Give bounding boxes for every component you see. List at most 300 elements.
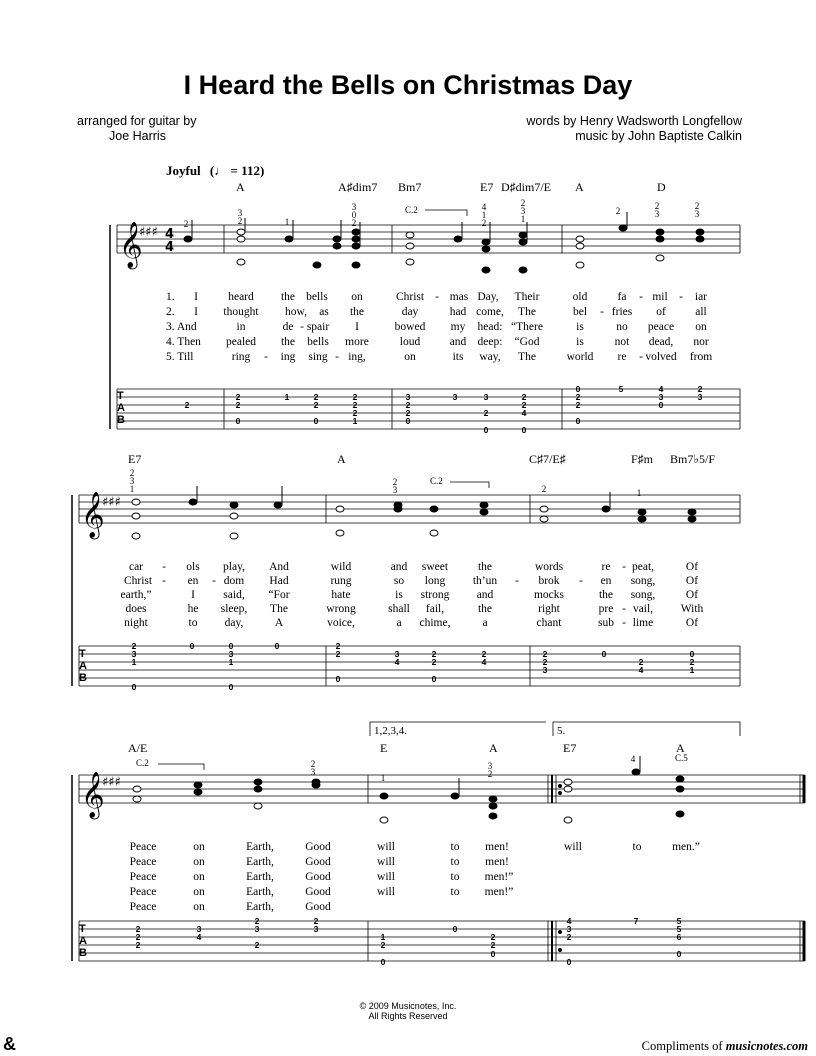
svg-text:1: 1 [284,217,290,227]
lyric-syllable: - [335,351,339,363]
svg-text:1: 1 [284,392,290,402]
svg-text:0: 0 [313,416,319,426]
lyric-syllable: dom [223,575,245,587]
lyric-syllable: I [191,589,195,601]
svg-text:0: 0 [131,682,137,692]
lyric-syllable: mas [449,291,469,303]
svg-text:0: 0 [189,641,195,651]
svg-text:3: 3 [131,649,137,659]
tempo-open-paren: ( [209,163,215,178]
lyric-syllable: Earth, [246,901,274,913]
svg-text:3: 3 [654,209,660,219]
svg-text:4: 4 [521,408,527,418]
svg-text:0: 0 [228,641,234,651]
copyright-line1: © 2009 Musicnotes, Inc. [359,1001,457,1011]
svg-text:0: 0 [483,425,489,435]
lyric-syllable: so [393,575,405,587]
lyric-syllable: play, [223,561,245,573]
svg-text:2: 2 [129,468,135,478]
lyric-syllable: bowed [394,321,426,333]
lyric-syllable: to [450,886,460,898]
lyric-syllable: on [193,901,205,913]
svg-text:2: 2 [638,657,644,667]
svg-text:2: 2 [490,940,496,950]
svg-text:0: 0 [405,416,411,426]
lyric-syllable: pealed [225,336,257,348]
lyric-syllable: bells [307,336,329,348]
lyric-syllable: - [515,575,519,587]
svg-text:0: 0 [575,384,581,394]
tempo-bpm: = 112) [230,163,265,178]
svg-text:2: 2 [135,924,141,934]
lyric-syllable: “There [511,321,543,333]
lyric-syllable: I [194,306,198,318]
lyric-syllable: - [639,351,643,363]
lyric-syllable: Had [269,575,289,587]
svg-text:3: 3 [310,767,316,777]
svg-text:3: 3 [129,476,135,486]
lyric-syllable: men!” [484,871,514,883]
svg-text:3: 3 [351,202,357,212]
svg-text:2: 2 [313,400,319,410]
note-head [184,236,192,242]
svg-text:2: 2 [335,649,341,659]
svg-text:0: 0 [658,400,664,410]
svg-text:4: 4 [481,202,487,212]
lyric-syllable: ing, [348,351,366,363]
lyric-syllable: is [395,589,403,601]
lyric-syllable: to [632,841,642,853]
svg-text:2: 2 [615,206,621,216]
lyric-syllable: on [193,841,205,853]
svg-text:3: 3 [694,209,700,219]
lyric-syllable: sleep, [220,603,248,615]
lyric-syllable: deep: [477,336,503,348]
musicnotes-logo-icon: & [3,1034,16,1054]
svg-text:5: 5 [676,916,682,926]
barre-label: C.5 [675,753,688,763]
lyric-syllable: A [274,617,284,629]
svg-text:2: 2 [351,218,357,228]
lyric-syllable: Good [305,871,331,883]
lyric-syllable: to [450,871,460,883]
volta-first-ending: 1,2,3,4. [374,725,407,737]
lyric-syllable: I [355,321,359,333]
svg-text:1: 1 [689,665,695,675]
lyric-syllable: dead, [648,336,674,348]
lyric-syllable: wild [330,561,352,573]
svg-text:0: 0 [228,682,234,692]
svg-text:0: 0 [566,957,572,967]
svg-text:0: 0 [676,949,682,959]
notes-system-2 [129,484,696,539]
lyric-syllable: my [450,321,466,333]
lyric-syllable: come, [476,306,504,318]
lyric-syllable: peace [647,321,675,333]
svg-text:1: 1 [636,488,642,498]
lyric-syllable: lime [632,617,654,629]
lyric-syllable: earth,” [120,589,152,601]
lyric-syllable: mil [652,291,668,303]
copyright-notice [0,1001,816,1021]
svg-text:2: 2 [310,759,316,769]
chord-symbol: E7 [563,741,577,755]
lyric-syllable: Of [685,589,699,601]
copyright-line2: All Rights Reserved [368,1011,448,1021]
chord-symbol: C♯7/E♯ [529,452,566,466]
svg-text:2: 2 [490,932,496,942]
lyric-syllable: on [404,351,416,363]
quarter-note-icon: ♩ [214,163,228,178]
lyric-syllable: on [193,856,205,868]
lyric-syllable: Good [305,856,331,868]
words-credit: words by Henry Wadsworth Longfellow [526,114,742,128]
lyric-syllable: Christ [395,291,425,303]
svg-text:2: 2 [380,940,386,950]
lyric-syllable: chant [536,617,562,629]
svg-text:2: 2 [405,400,411,410]
lyric-syllable: - [622,617,626,629]
lyric-syllable: Earth, [246,871,274,883]
lyric-syllable: - [622,603,626,615]
lyric-syllable: said, [223,589,245,601]
lyric-syllable: Peace [129,901,157,913]
svg-text:3: 3 [520,206,526,216]
lyric-syllable: bells [306,291,328,303]
chord-symbol: E7 [480,180,494,194]
svg-text:4: 4 [630,754,636,764]
svg-text:0: 0 [235,416,241,426]
lyric-syllable: “For [268,589,290,601]
lyric-syllable: night [124,617,148,629]
fingering-numbers [130,198,700,783]
lyric-syllable: - [579,575,583,587]
svg-text:4: 4 [394,657,400,667]
lyric-syllable: men! [485,841,509,853]
lyric-syllable: not [614,336,630,348]
key-signature-sharps: ♯♯♯ [139,225,158,240]
lyric-syllable: 5. Till [166,351,194,363]
chord-symbol: D♯dim7/E [501,180,551,194]
lyric-syllable: fail, [425,603,445,615]
lyric-syllable: Of [685,617,699,629]
svg-text:3: 3 [452,392,458,402]
svg-text:2: 2 [575,392,581,402]
site-link[interactable]: musicnotes.com [725,1039,808,1053]
lyric-syllable: voice, [327,617,355,629]
svg-text:1: 1 [380,932,386,942]
chord-symbol: Bm7 [398,180,422,194]
lyric-syllable: of [656,306,666,318]
lyric-syllable: the [280,291,296,303]
svg-text:2: 2 [481,218,487,228]
lyric-syllable: way, [479,351,501,363]
svg-text:4: 4 [658,384,664,394]
svg-text:2: 2 [131,641,137,651]
lyric-syllable: the [598,589,614,601]
svg-text:2: 2 [431,649,437,659]
lyric-syllable: - [300,321,304,333]
svg-text:2: 2 [542,657,548,667]
lyric-syllable: men!” [484,886,514,898]
svg-text:3: 3 [483,392,489,402]
lyric-syllable: re [601,561,611,573]
barre-label: C.2 [430,476,443,486]
lyric-syllable: The [518,351,536,363]
lyric-syllable: all [695,306,707,318]
svg-text:5: 5 [676,924,682,934]
svg-text:3: 3 [394,649,400,659]
lyric-syllable: Good [305,901,331,913]
lyric-syllable: how, [285,306,307,318]
lyric-syllable: long [424,575,446,587]
lyric-syllable: de [282,321,294,333]
lyric-syllable: right [538,603,560,615]
svg-text:4: 4 [638,665,644,675]
barre-label: C.2 [405,205,418,215]
svg-text:2: 2 [521,400,527,410]
lyric-syllable: Peace [129,856,157,868]
svg-text:1: 1 [352,416,358,426]
tab-letter: B [79,947,87,959]
svg-text:0: 0 [490,949,496,959]
lyric-syllable: And [269,561,289,573]
lyric-syllable: had [449,306,467,318]
lyric-syllable: Of [685,575,699,587]
music-credit: music by John Baptiste Calkin [575,129,742,143]
lyric-syllable: - [162,561,166,573]
lyric-syllable: car [128,561,144,573]
lyric-syllable: - [264,351,268,363]
lyric-syllable: thought [223,306,259,318]
chord-symbol: D [657,180,666,194]
lyric-syllable: words [534,561,564,573]
lyric-syllable: 2. [166,306,175,318]
svg-text:2: 2 [184,400,190,410]
svg-text:2: 2 [654,201,660,211]
svg-text:3: 3 [697,392,703,402]
lyric-syllable: “God [514,336,540,348]
svg-text:0: 0 [431,674,437,684]
lyric-syllable: and [449,336,467,348]
svg-text:0: 0 [351,210,357,220]
svg-text:2: 2 [135,940,141,950]
chord-symbol: E [380,741,388,755]
svg-text:0: 0 [689,649,695,659]
lyric-syllable: The [270,603,288,615]
lyric-syllable: will [377,856,395,868]
svg-text:2: 2 [313,392,319,402]
lyric-syllable: in [236,321,246,333]
svg-text:4: 4 [196,932,202,942]
arranger-line2: Joe Harris [109,129,166,143]
svg-text:1: 1 [481,210,487,220]
lyric-syllable: day, [224,617,244,629]
lyric-syllable: Christ [123,575,153,587]
lyric-syllable: no [616,321,628,333]
lyric-syllable: the [280,336,296,348]
svg-text:1: 1 [228,657,234,667]
tab-letter: A [79,935,87,947]
lyric-syllable: Day, [477,291,499,303]
svg-text:2: 2 [237,216,243,226]
svg-text:2: 2 [313,916,319,926]
volta-second-ending: 5. [557,725,566,737]
barre-label: C.2 [136,758,149,768]
lyric-syllable: Peace [129,871,157,883]
time-signature-top: 4 [165,227,175,242]
svg-text:2: 2 [392,477,398,487]
time-signature-bottom: 4 [165,240,175,255]
tab-letter: A [117,402,125,414]
chord-symbol: A [489,741,498,755]
lyric-syllable: is [576,321,584,333]
svg-text:3: 3 [566,924,572,934]
lyric-syllable: - [162,575,166,587]
lyric-syllable: ring [231,351,251,363]
lyric-syllable: the [477,603,493,615]
lyric-syllable: - [679,291,683,303]
lyric-syllable: volved [645,351,677,363]
svg-text:2: 2 [352,400,358,410]
svg-text:0: 0 [521,425,527,435]
svg-text:0: 0 [601,649,607,659]
svg-text:3: 3 [658,392,664,402]
lyric-syllable: Peace [129,841,157,853]
svg-text:0: 0 [335,674,341,684]
lyric-syllable: wrong [326,603,356,615]
svg-text:3: 3 [487,761,493,771]
treble-clef-icon: 𝄞 [119,222,143,268]
lyric-syllable: re [617,351,627,363]
key-signature-sharps: ♯♯♯ [102,775,121,790]
lyric-syllable: bel [572,306,588,318]
svg-text:2: 2 [487,769,493,779]
lyric-syllable: Good [305,886,331,898]
lyric-syllable: on [695,321,707,333]
chord-symbol: E7 [128,452,142,466]
notes-system-3 [133,756,684,952]
arranger-line1: arranged for guitar by [77,114,197,128]
chord-symbol: F♯m [631,452,654,466]
svg-text:0: 0 [575,416,581,426]
tab-letter: T [117,390,124,402]
svg-text:1: 1 [131,657,137,667]
lyric-syllable: strong [420,589,450,601]
tab-letter: B [79,672,87,684]
lyric-syllable: Earth, [246,841,274,853]
lyric-syllable: - [639,291,643,303]
svg-text:5: 5 [618,384,624,394]
lyric-syllable: men.” [672,841,700,853]
tab-letter: B [117,414,125,426]
svg-text:1: 1 [380,773,386,783]
lyric-syllable: its [452,351,464,363]
lyric-syllable: will [377,871,395,883]
lyric-syllable: to [450,856,460,868]
lyric-syllable: vail, [632,603,654,615]
svg-text:0: 0 [274,641,280,651]
chord-symbol: A♯dim7 [338,180,378,194]
svg-text:2: 2 [352,392,358,402]
lyric-syllable: on [351,291,363,303]
tab-letter: T [79,923,86,935]
lyric-syllable: men! [485,856,509,868]
treble-clef-icon: 𝄞 [81,492,105,538]
svg-text:2: 2 [183,219,189,229]
lyric-syllable: brok [538,575,560,587]
svg-text:4: 4 [481,657,487,667]
chord-symbol: A [676,741,685,755]
lyric-syllable: With [680,603,704,615]
svg-text:3: 3 [254,924,260,934]
lyric-syllable: The [518,306,536,318]
lyric-syllable: sub [598,617,614,629]
svg-text:2: 2 [483,408,489,418]
svg-text:2: 2 [521,392,527,402]
svg-text:1: 1 [129,484,135,494]
lyric-syllable: Their [514,291,540,303]
lyric-syllable: to [188,617,198,629]
lyric-syllable: is [576,336,584,348]
page-title: I Heard the Bells on Christmas Day [183,70,633,100]
tempo-word: Joyful [166,163,201,178]
compliments-footer [642,1039,808,1054]
lyric-syllable: Good [305,841,331,853]
svg-text:2: 2 [352,408,358,418]
lyric-syllable: he [187,603,199,615]
lyric-syllable: the [349,306,365,318]
lyric-syllable: from [689,351,713,363]
svg-text:2: 2 [689,657,695,667]
svg-text:2: 2 [335,641,341,651]
svg-text:7: 7 [633,916,639,926]
lyric-syllable: th’un [472,575,498,587]
svg-text:3: 3 [237,208,243,218]
key-signature-sharps: ♯♯♯ [102,495,121,510]
svg-text:3: 3 [405,392,411,402]
svg-text:2: 2 [135,932,141,942]
tab-letter: T [79,648,86,660]
svg-text:2: 2 [235,400,241,410]
lyric-syllable: as [319,306,329,318]
lyric-syllable: - [622,561,626,573]
svg-text:2: 2 [481,649,487,659]
svg-text:2: 2 [541,484,547,494]
lyric-syllable: Earth, [246,886,274,898]
lyric-syllable: a [396,617,402,629]
tab-letter: A [79,660,87,672]
svg-text:3: 3 [542,665,548,675]
lyric-syllable: will [377,841,395,853]
lyric-syllable: shall [388,603,410,615]
chord-symbol: A [575,180,584,194]
lyric-syllable: on [193,886,205,898]
svg-text:3: 3 [313,924,319,934]
svg-text:2: 2 [520,198,526,208]
svg-text:6: 6 [676,932,682,942]
svg-text:1: 1 [520,214,526,224]
lyric-syllable: peat, [631,561,655,573]
lyric-syllable: will [377,886,395,898]
lyric-syllable: ing [280,351,296,363]
lyric-syllable: iar [694,291,708,303]
treble-clef-icon: 𝄞 [81,772,105,818]
tab-numbers [129,384,703,967]
svg-text:2: 2 [405,408,411,418]
svg-text:0: 0 [380,957,386,967]
svg-text:2: 2 [566,932,572,942]
